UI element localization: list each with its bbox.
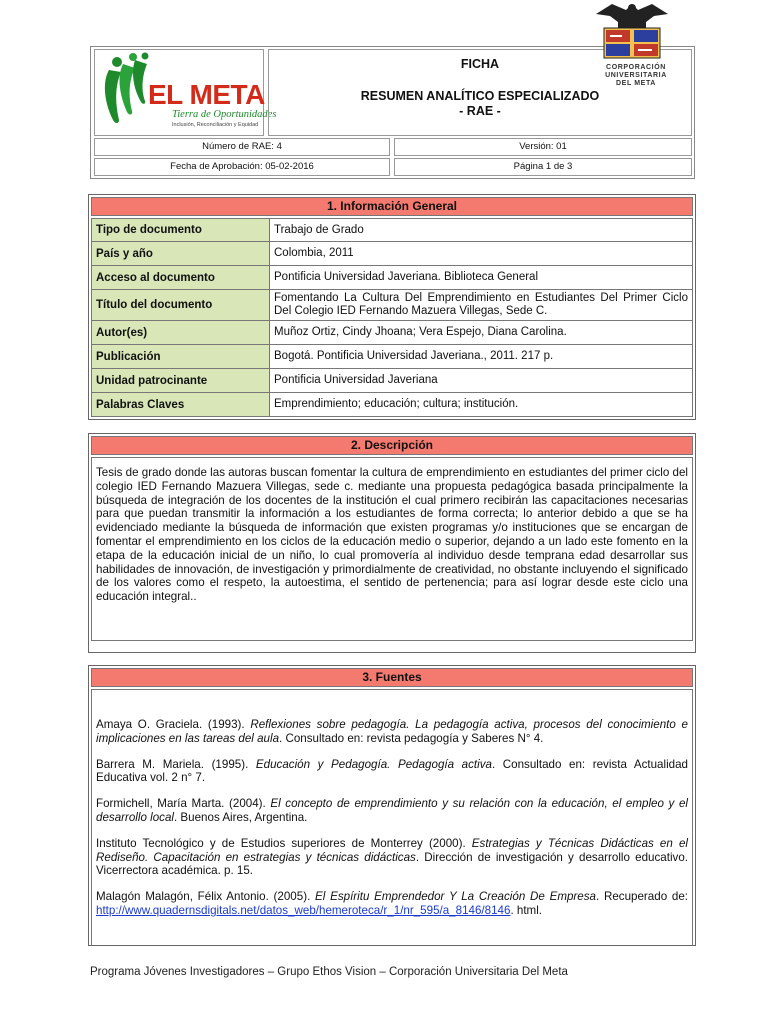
doc-subtitle-line2: - RAE -: [459, 104, 501, 118]
reference-item: [96, 837, 688, 878]
table-row: [92, 242, 693, 266]
university-seal: [592, 0, 672, 69]
general-info-table: [91, 218, 693, 417]
row-label: País y año: [92, 242, 270, 266]
doc-subtitle-line1: RESUMEN ANALÍTICO ESPECIALIZADO: [360, 89, 600, 103]
version: Versión: 01: [394, 138, 692, 156]
ref-details: . Dirección de investigación y desarrollo educativo. Vicerrectora académica. p. 15.: [96, 850, 688, 878]
row-label: Acceso al documento: [92, 266, 270, 290]
ref-author: Instituto Tecnológico y de Estudios superiores de Monterrey (2000).: [96, 836, 472, 850]
table-row: [92, 266, 693, 290]
table-row: [92, 290, 693, 321]
row-value: Fomentando La Cultura Del Emprendimiento en Estudiantes Del Primer Ciclo Del Colegio IED Fernando Mazuera Villegas, Sede C.: [270, 290, 693, 321]
seal-caption-line1: CORPORACIÓN: [606, 64, 666, 71]
doc-title: FICHA: [460, 57, 500, 71]
ref-title: El Espíritu Emprendedor Y La Creación De Empresa: [315, 890, 596, 904]
description-text: Tesis de grado donde las autoras buscan fomentar la cultura de emprendimiento en estudiantes del primer ciclo del colegio IED Fernando Mazuera Villegas, sede c. mediante una propuesta pedagógica basada principalmente la búsqueda de integración de los docentes de la institución el cual primero recibirán las capacitaciones necesarias para que puedan transmitir la información a los estudiantes de forma correcta; lo anterior debido a que se ha evidenciado mediante la búsqueda de información que existen programas y/o instituciones que se encargan de fomentar el emprendimiento en los ciclos de la educación medio o superior, dejando a un lado este fomento en la etapa de la educación inicial de un niño, lo cual promovería al individuo desde temprana edad desarrollar sus habilidades de innovación, de investigación y primordialmente de creatividad, no obstante incluyendo el significado de los valores como el respeto, la autoestima, el sentido de pertenencia; para así lograr desde este ciclo una educación integral..: [91, 457, 693, 641]
row-value: Emprendimiento; educación; cultura; institución.: [270, 393, 693, 417]
row-label: Unidad patrocinante: [92, 369, 270, 393]
brand-subline: Inclusión, Reconciliación y Equidad: [172, 122, 259, 128]
row-value: Pontificia Universidad Javeriana. Biblioteca General: [270, 266, 693, 290]
reference-item: [96, 758, 688, 786]
reference-item: [96, 797, 688, 825]
table-row: [92, 321, 693, 345]
table-row: [92, 393, 693, 417]
row-label: Título del documento: [92, 290, 270, 321]
ref-title: Reflexiones sobre pedagogía. La pedagogía activa, procesos del conocimiento e implicaciones en las tareas del aula: [96, 718, 688, 745]
ref-author: Malagón Malagón, Félix Antonio. (2005).: [96, 890, 316, 904]
row-value: Colombia, 2011: [270, 242, 693, 266]
ref-details: . Recuperado de:: [596, 890, 689, 904]
row-label: Autor(es): [92, 321, 270, 345]
section-sources-heading: 3. Fuentes: [91, 668, 693, 687]
table-row: [92, 219, 693, 242]
ref-details: . Consultado en: revista pedagogía y Saberes N° 4.: [279, 731, 544, 745]
ref-details: . Consultado en: revista Actualidad Educativa vol. 2 n° 7.: [96, 757, 688, 785]
ref-title: Estrategias y Técnicas Didácticas en el Rediseño. Capacitación en estrategias y técnicas didácticas: [96, 836, 688, 864]
row-value: Muñoz Ortiz, Cindy Jhoana; Vera Espejo, Diana Carolina.: [270, 321, 693, 345]
row-value: Pontificia Universidad Javeriana: [270, 369, 693, 393]
page-number: Página 1 de 3: [394, 158, 692, 176]
row-value: Bogotá. Pontificia Universidad Javeriana., 2011. 217 p.: [270, 345, 693, 369]
row-label: Publicación: [92, 345, 270, 369]
row-value: Trabajo de Grado: [270, 219, 693, 242]
reference-item: [96, 718, 688, 746]
row-label: Palabras Claves: [92, 393, 270, 417]
ref-link[interactable]: http://www.quadernsdigitals.net/datos_web/hemeroteca/r_1/nr_595/a_8146/8146: [96, 903, 511, 917]
seal-caption: [578, 64, 694, 88]
doc-subtitle: [269, 89, 691, 119]
ref-tail: . html.: [510, 903, 543, 917]
ref-author: Amaya O. Graciela. (1993).: [96, 718, 251, 731]
table-row: [92, 369, 693, 393]
brand-name: EL META: [148, 79, 265, 110]
ref-details: . Buenos Aires, Argentina.: [173, 810, 308, 824]
ref-title: Educación y Pedagogía. Pedagogía activa: [255, 757, 492, 771]
reference-item: [96, 890, 688, 918]
sources-list: [91, 689, 693, 945]
section-sources: [88, 665, 696, 946]
section-general: [88, 194, 696, 420]
seal-caption-line2: UNIVERSITARIA: [605, 72, 667, 79]
eagle-seal-icon: [592, 0, 672, 64]
brand-tagline: Tierra de Oportunidades: [172, 109, 277, 120]
page-footer: Programa Jóvenes Investigadores – Grupo Ethos Vision – Corporación Universitaria Del Meta: [90, 966, 568, 978]
table-row: [92, 345, 693, 369]
row-label: Tipo de documento: [92, 219, 270, 242]
ref-author: Formichell, María Marta. (2004).: [96, 797, 271, 811]
section-general-heading: 1. Información General: [91, 197, 693, 216]
rae-number: Número de RAE: 4: [94, 138, 390, 156]
section-description-heading: 2. Descripción: [91, 436, 693, 455]
ref-title: El concepto de emprendimiento y su relación con la educación, el empleo y el desarrollo local: [96, 797, 688, 824]
approval-date: Fecha de Aprobación: 05-02-2016: [94, 158, 390, 176]
seal-caption-line3: DEL META: [616, 80, 656, 87]
ref-author: Barrera M. Mariela. (1995).: [96, 757, 256, 771]
section-description: [88, 433, 696, 653]
